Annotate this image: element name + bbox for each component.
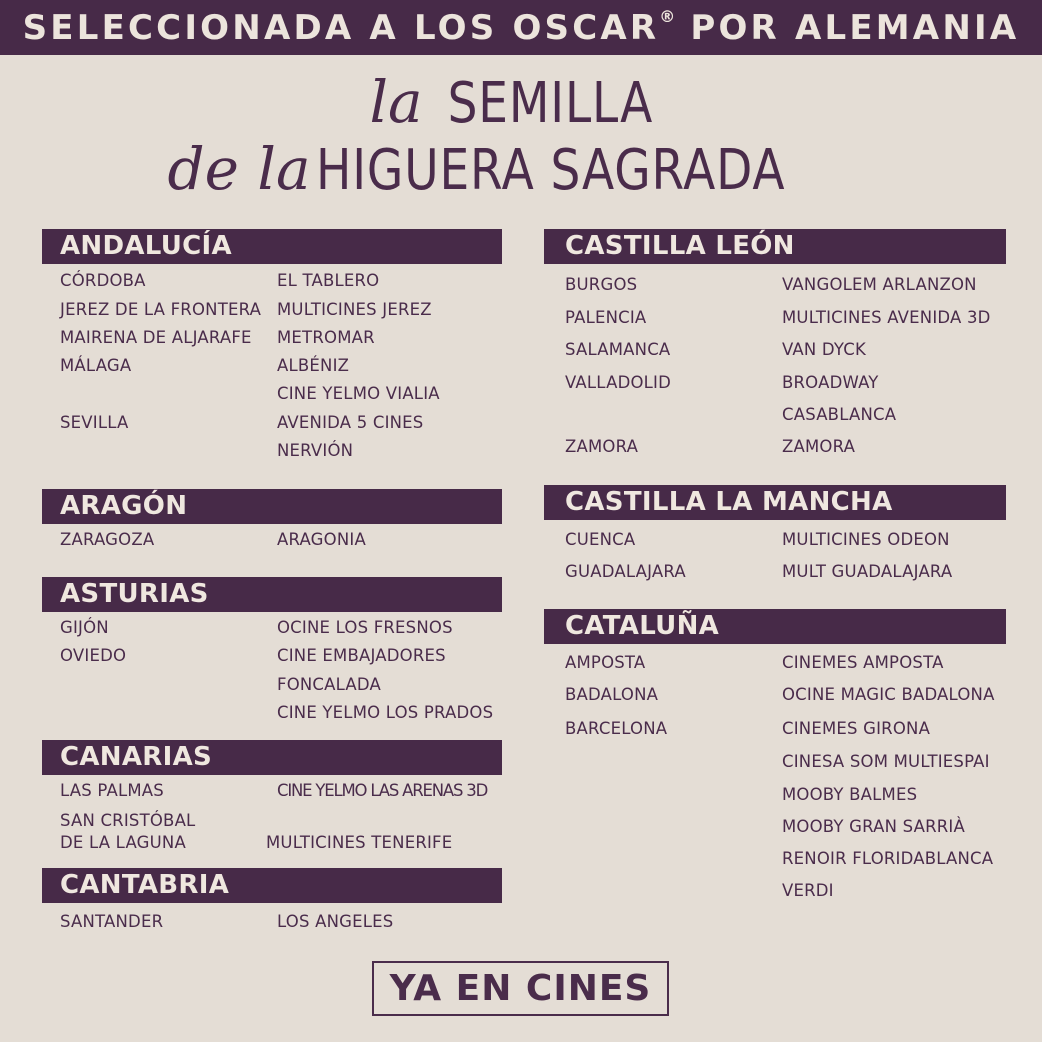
banner-text [23,8,1020,48]
city-name: GIJÓN [60,618,109,637]
cinema-name: CINE EMBAJADORES [277,646,446,665]
title-higuera-sagrada: HIGUERA SAGRADA [315,138,786,203]
ya-en-cines-button[interactable]: YA EN CINES [372,961,669,1016]
cinema-name: MULTICINES TENERIFE [266,833,453,852]
city-name: SAN CRISTÓBAL [60,811,196,830]
city-name: PALENCIA [565,308,647,327]
region-header-aragon: ARAGÓN [42,489,502,524]
cinema-name: MULTICINES ODEON [782,530,950,549]
city-name: DE LA LAGUNA [60,833,186,852]
cinema-name: ARAGONIA [277,530,366,549]
banner-text-main: SELECCIONADA A LOS OSCAR [22,7,660,48]
movie-title-line-1 [0,68,1042,136]
cinema-name: CINEMES AMPOSTA [782,653,944,672]
registered-mark: ® [659,7,676,27]
title-italic-de-la: de la [167,135,311,203]
cinema-name: CINEMES GIRONA [782,719,931,738]
city-name: BADALONA [565,685,659,704]
movie-title-line-2 [0,135,1042,203]
cinema-name: VANGOLEM ARLANZON [782,275,977,294]
cinema-name: OCINE MAGIC BADALONA [782,685,995,704]
cinema-name: CINE YELMO VIALIA [277,384,440,403]
city-name: AMPOSTA [565,653,646,672]
city-name: ZARAGOZA [60,530,155,549]
city-name: LAS PALMAS [60,781,164,800]
region-header-asturias: ASTURIAS [42,577,502,612]
cinema-name: CINESA SOM MULTIESPAI [782,752,990,771]
cinema-name: CASABLANCA [782,405,897,424]
city-name: SANTANDER [60,912,164,931]
cinema-name: BROADWAY [782,373,879,392]
cinema-name: MOOBY BALMES [782,785,918,804]
region-header-castilla-la-mancha: CASTILLA LA MANCHA [544,485,1006,520]
city-name: BURGOS [565,275,638,294]
cinema-name: ALBÉNIZ [277,356,350,375]
cinema-name: FONCALADA [277,675,381,694]
region-header-andalucia: ANDALUCÍA [42,229,502,264]
city-name: JEREZ DE LA FRONTERA [60,300,262,319]
title-semilla: SEMILLA [447,71,653,136]
cinema-name: CINE YELMO LAS ARENAS 3D [277,781,488,800]
cinema-name: ZAMORA [782,437,856,456]
city-name: BARCELONA [565,719,668,738]
cinema-name: NERVIÓN [277,441,354,460]
cinema-name: METROMAR [277,328,375,347]
banner-text-after: POR ALEMANIA [675,7,1020,48]
city-name: SALAMANCA [565,340,671,359]
region-header-cantabria: CANTABRIA [42,868,502,903]
top-banner [0,0,1042,55]
city-name: VALLADOLID [565,373,672,392]
cinema-name: CINE YELMO LOS PRADOS [277,703,494,722]
cinema-name: OCINE LOS FRESNOS [277,618,453,637]
city-name: SEVILLA [60,413,129,432]
cinema-name: VAN DYCK [782,340,867,359]
region-header-cataluna: CATALUÑA [544,609,1006,644]
cinema-name: VERDI [782,881,834,900]
cinema-name: AVENIDA 5 CINES [277,413,424,432]
title-italic-la: la [369,68,423,136]
city-name: MÁLAGA [60,356,132,375]
cinema-name: LOS ANGELES [277,912,394,931]
city-name: ZAMORA [565,437,639,456]
city-name: CUENCA [565,530,636,549]
cinema-name: MOOBY GRAN SARRIÀ [782,817,965,836]
city-name: CÓRDOBA [60,271,146,290]
cinema-name: MULTICINES JEREZ [277,300,432,319]
cinema-name: EL TABLERO [277,271,380,290]
cinema-name: RENOIR FLORIDABLANCA [782,849,994,868]
cinema-name: MULTICINES AVENIDA 3D [782,308,991,327]
region-header-canarias: CANARIAS [42,740,502,775]
city-name: GUADALAJARA [565,562,686,581]
region-header-castilla-leon: CASTILLA LEÓN [544,229,1006,264]
cinema-name: MULT GUADALAJARA [782,562,953,581]
city-name: OVIEDO [60,646,127,665]
city-name: MAIRENA DE ALJARAFE [60,328,252,347]
